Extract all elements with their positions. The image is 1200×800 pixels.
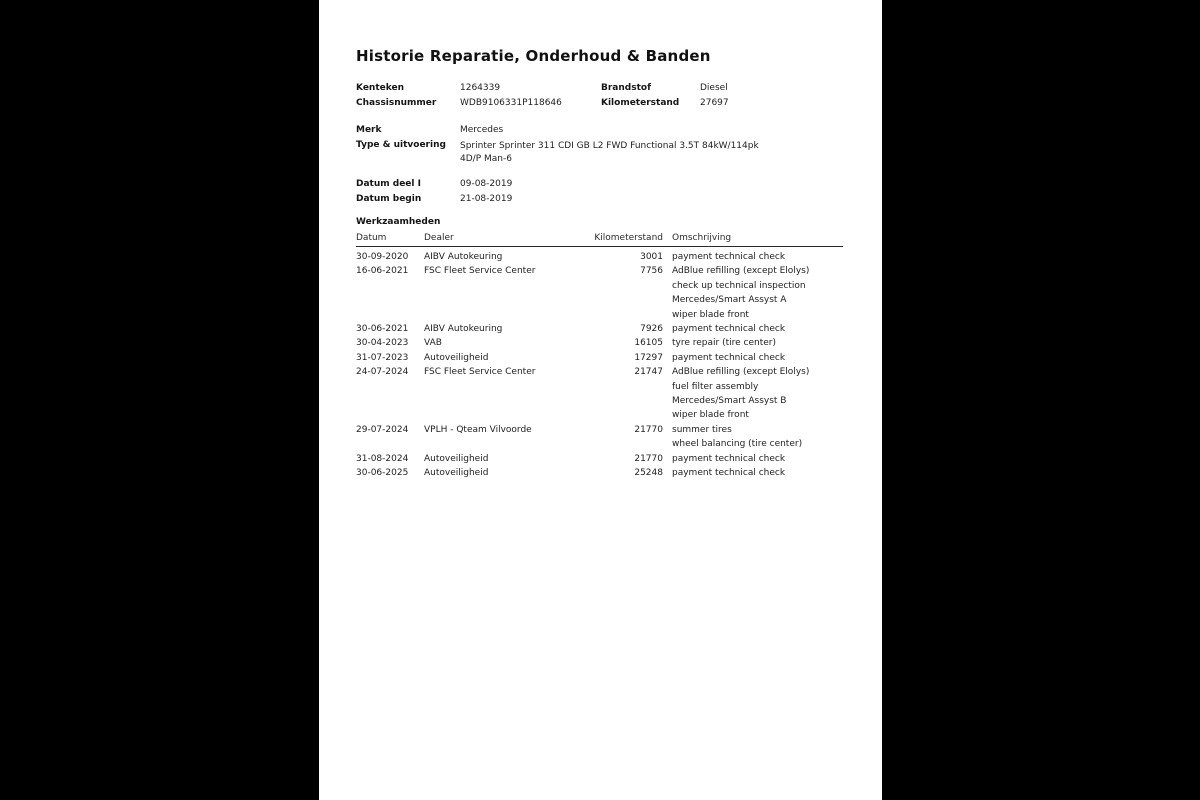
table-row <box>356 250 843 264</box>
row-dealer: Autoveiligheid <box>424 352 489 363</box>
omschrijving-line: AdBlue refilling (except Elolys) <box>672 367 810 378</box>
werkzaamheden-section-title: Werkzaamheden <box>356 217 441 227</box>
omschrijving-line: wheel balancing (tire center) <box>672 439 803 450</box>
row-datum: 16-06-2021 <box>356 266 409 277</box>
page-title: Historie Reparatie, Onderhoud & Banden <box>356 47 711 65</box>
omschrijving-line: tyre repair (tire center) <box>672 338 776 349</box>
row-kilometerstand: 3001 <box>640 252 663 262</box>
row-dealer: AIBV Autokeuring <box>424 252 503 262</box>
row-omschrijving <box>663 365 843 423</box>
row-kilometerstand: 7926 <box>640 324 663 335</box>
row-kilometerstand: 16105 <box>634 338 663 349</box>
table-row <box>356 452 843 466</box>
table-row <box>356 264 843 322</box>
row-datum: 31-07-2023 <box>356 352 409 363</box>
row-kilometerstand: 21747 <box>634 367 663 378</box>
type-uitvoering-line1: Sprinter Sprinter 311 CDI GB L2 FWD Functional 3.5T 84kW/114pk <box>460 141 759 151</box>
row-omschrijving <box>663 264 843 322</box>
row-kilometerstand: 21770 <box>634 453 663 464</box>
chassisnummer-value: WDB9106331P118646 <box>460 98 562 108</box>
row-omschrijving <box>663 336 843 350</box>
omschrijving-line: payment technical check <box>672 453 786 464</box>
omschrijving-line: payment technical check <box>672 324 786 335</box>
row-dealer: Autoveiligheid <box>424 468 489 479</box>
row-dealer: AIBV Autokeuring <box>424 324 503 335</box>
datum-deel-value: 09-08-2019 <box>460 179 513 189</box>
kenteken-value: 1264339 <box>460 83 501 93</box>
table-row <box>356 336 843 350</box>
column-header-omschrijving: Omschrijving <box>672 233 732 243</box>
row-omschrijving <box>663 452 843 466</box>
brandstof-value: Diesel <box>700 83 728 93</box>
type-uitvoering-value <box>460 140 759 165</box>
column-header-datum: Datum <box>356 233 387 243</box>
type-uitvoering-line2: 4D/P Man-6 <box>460 153 512 164</box>
kv-row-5 <box>319 179 882 191</box>
kenteken-label: Kenteken <box>356 83 404 93</box>
table-row <box>356 466 843 480</box>
row-kilometerstand: 21770 <box>634 424 663 435</box>
kv-row-2 <box>319 98 882 110</box>
omschrijving-line: Mercedes/Smart Assyst A <box>672 295 787 306</box>
document-page <box>319 0 882 800</box>
row-kilometerstand: 17297 <box>634 352 663 363</box>
column-header-kilometerstand: Kilometerstand <box>594 233 663 243</box>
row-datum: 30-06-2025 <box>356 468 409 479</box>
omschrijving-line: check up technical inspection <box>672 280 806 291</box>
kv-row-6 <box>319 194 882 206</box>
chassisnummer-label: Chassisnummer <box>356 98 437 108</box>
merk-value: Mercedes <box>460 125 504 135</box>
column-header-dealer: Dealer <box>424 233 454 243</box>
row-dealer: Autoveiligheid <box>424 453 489 464</box>
datum-deel-label: Datum deel I <box>356 179 421 189</box>
row-datum: 24-07-2024 <box>356 367 409 378</box>
row-dealer: FSC Fleet Service Center <box>424 367 536 378</box>
row-omschrijving <box>663 466 843 480</box>
row-dealer: VAB <box>424 338 442 349</box>
omschrijving-line: payment technical check <box>672 252 786 262</box>
table-row <box>356 365 843 423</box>
omschrijving-line: summer tires <box>672 424 732 435</box>
kilometerstand-label: Kilometerstand <box>601 98 680 108</box>
row-omschrijving <box>663 351 843 365</box>
type-uitvoering-label: Type & uitvoering <box>356 140 446 150</box>
omschrijving-line: wiper blade front <box>672 410 749 421</box>
omschrijving-line: AdBlue refilling (except Elolys) <box>672 266 810 277</box>
row-omschrijving <box>663 322 843 336</box>
merk-label: Merk <box>356 125 382 135</box>
row-omschrijving <box>663 423 843 452</box>
omschrijving-line: fuel filter assembly <box>672 381 759 392</box>
kv-row-4 <box>319 140 882 164</box>
table-row <box>356 351 843 365</box>
kilometerstand-value: 27697 <box>700 98 729 108</box>
row-datum: 30-04-2023 <box>356 338 409 349</box>
table-body <box>356 247 843 481</box>
table-header-row <box>356 232 843 247</box>
table-row <box>356 423 843 452</box>
kv-row-1 <box>319 83 882 95</box>
werkzaamheden-table <box>356 232 843 481</box>
omschrijving-line: wiper blade front <box>672 309 749 320</box>
row-datum: 31-08-2024 <box>356 453 409 464</box>
datum-begin-label: Datum begin <box>356 194 422 204</box>
omschrijving-line: payment technical check <box>672 468 786 479</box>
kv-row-3 <box>319 125 882 137</box>
row-kilometerstand: 25248 <box>634 468 663 479</box>
row-datum: 30-06-2021 <box>356 324 409 335</box>
table-row <box>356 322 843 336</box>
brandstof-label: Brandstof <box>601 83 651 93</box>
omschrijving-line: Mercedes/Smart Assyst B <box>672 396 787 407</box>
omschrijving-line: payment technical check <box>672 352 786 363</box>
row-datum: 29-07-2024 <box>356 424 409 435</box>
row-kilometerstand: 7756 <box>640 266 663 277</box>
row-datum: 30-09-2020 <box>356 252 409 262</box>
datum-begin-value: 21-08-2019 <box>460 194 513 204</box>
row-omschrijving <box>663 250 843 264</box>
row-dealer: VPLH - Qteam Vilvoorde <box>424 424 532 435</box>
row-dealer: FSC Fleet Service Center <box>424 266 536 277</box>
